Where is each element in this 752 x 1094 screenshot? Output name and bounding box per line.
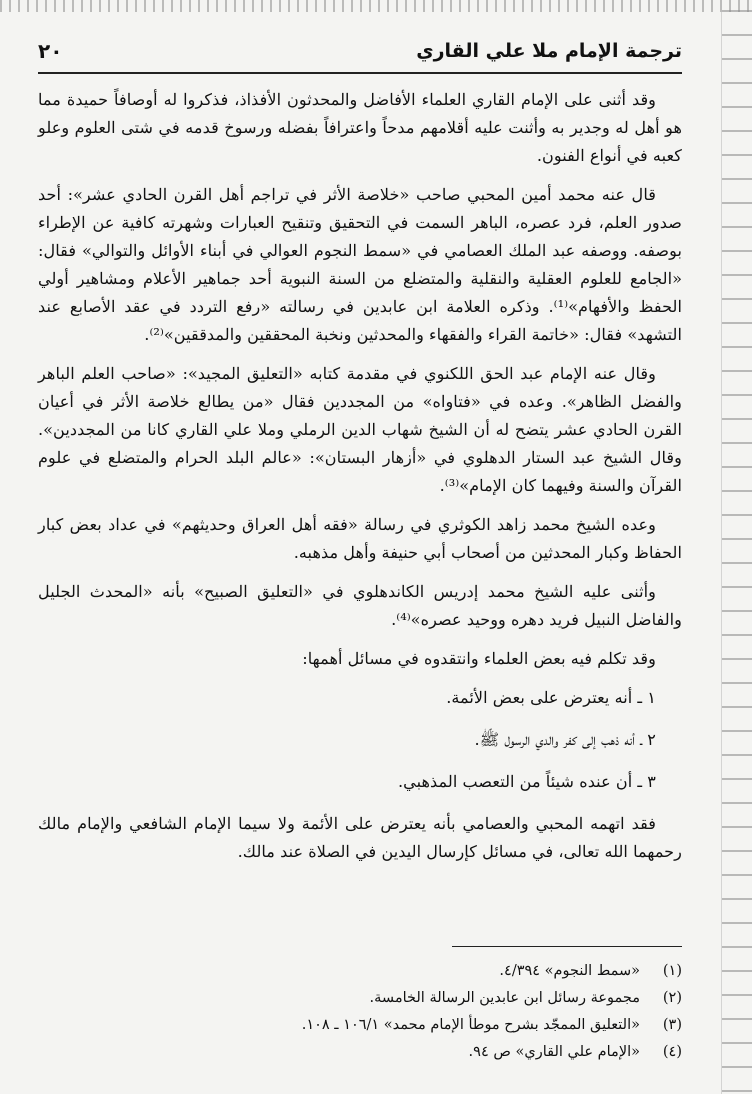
paragraph: وقد أثنى على الإمام القاري العلماء الأفاضل والمحدثون الأفذاذ، فذكروا له أوصافاً حميدة مما هو أهل له وجدير به وأثنت عليه أقلامهم مدحاً واعترافاً بفضله ورسوخ قدمه في شتى العلوم وعلو كعبه في أنواع الفنون.	[38, 90, 682, 165]
footnote	[38, 958, 682, 985]
running-title: ترجمة الإمام ملا علي القاري	[416, 40, 682, 62]
list-item: ١ ـ أنه يعترض على بعض الأئمة.	[446, 688, 656, 707]
footnote-number: (٢)	[662, 990, 682, 1006]
body-text	[38, 86, 682, 866]
footnote-text: «الإمام علي القاري» ص ٩٤.	[468, 1044, 640, 1060]
paragraph: قال عنه محمد أمين المحبي صاحب «خلاصة الأثر في تراجم أهل القرن الحادي عشر»: أحد صدور العلم، فرد عصره، الباهر السمت في التحقيق وتنقيح العبارات وشهرته كافية عن الإطراء بوصفه. ووصفه عبد الملك العصامي في «سمط النجوم العوالي في أبناء الأوائل والتوالي» فقال: «الجامع للعلوم العقلية والنقلية والمتضلع من السنة النبوية أحد جماهير الأعلام ومشاهير أولي الحفظ والأفهام»⁽¹⁾. وذكره العلامة ابن عابدين في رسالته «رفع التردد في عقد الأصابع عند التشهد» فقال: «خاتمة القراء والفقهاء والمحدثين ونخبة المحققين والمدققين»⁽²⁾.	[38, 185, 682, 344]
footnote-divider	[452, 946, 682, 947]
footnote-text: «التعليق الممجّد بشرح موطأ الإمام محمد» ١٠٦/١ ـ ١٠٨.	[301, 1017, 640, 1033]
page-number: ٢٠	[38, 39, 63, 63]
page-header	[38, 30, 682, 74]
footnote	[38, 985, 682, 1012]
list-item: ٣ ـ أن عنده شيئاً من التعصب المذهبي.	[397, 772, 656, 791]
footnote	[38, 1039, 682, 1066]
scan-border-right	[721, 0, 752, 1094]
footnotes	[38, 958, 682, 1066]
paragraph: وعده الشيخ محمد زاهد الكوثري في رسالة «فقه أهل العراق وحديثهم» في عداد بعض كبار الحفاظ وكبار المحدثين من أصحاب أبي حنيفة وأهل مذهبه.	[38, 515, 682, 562]
paragraph: وأثنى عليه الشيخ محمد إدريس الكاندهلوي في «التعليق الصبيح» بأنه «المحدث الجليل والفاضل النبيل فريد دهره ووحيد عصره»⁽⁴⁾.	[38, 582, 682, 629]
paragraph: فقد اتهمه المحبي والعصامي بأنه يعترض على الأئمة ولا سيما الإمام الشافعي والإمام مالك رحمهما الله تعالى، في مسائل كإرسال اليدين في الصلاة عند مالك.	[38, 814, 682, 861]
scan-border-top	[0, 0, 752, 12]
book-page	[38, 30, 682, 1080]
footnote-text: مجموعة رسائل ابن عابدين الرسالة الخامسة.	[369, 990, 640, 1006]
footnote	[38, 1012, 682, 1039]
footnote-text: «سمط النجوم» ٤/٣٩٤.	[499, 963, 640, 979]
list-item: ٢ ـ أنه ذهب إلى كفر والدي الرسول ﷺ.	[474, 730, 656, 749]
paragraph: وقال عنه الإمام عبد الحق اللكنوي في مقدمة كتابه «التعليق المجيد»: «صاحب العلم الباهر والفضل الظاهر». وعده في «فتاواه» من المجددين فقال «من يطالع خلاصة الأثر في أعيان القرن الحادي عشر يتضح له أن الشيخ شهاب الدين الرملي وملا علي القاري كانا من المجددين». وقال الشيخ عبد الستار الدهلوي في «أزهار البستان»: «عالم البلد الحرام والمتضلع في علوم القرآن والسنة وفيهما كان الإمام»⁽³⁾.	[38, 364, 682, 495]
footnote-number: (٣)	[662, 1017, 682, 1033]
footnote-number: (٤)	[662, 1044, 682, 1060]
footnote-number: (١)	[662, 963, 682, 979]
paragraph: وقد تكلم فيه بعض العلماء وانتقدوه في مسائل أهمها:	[302, 649, 656, 668]
